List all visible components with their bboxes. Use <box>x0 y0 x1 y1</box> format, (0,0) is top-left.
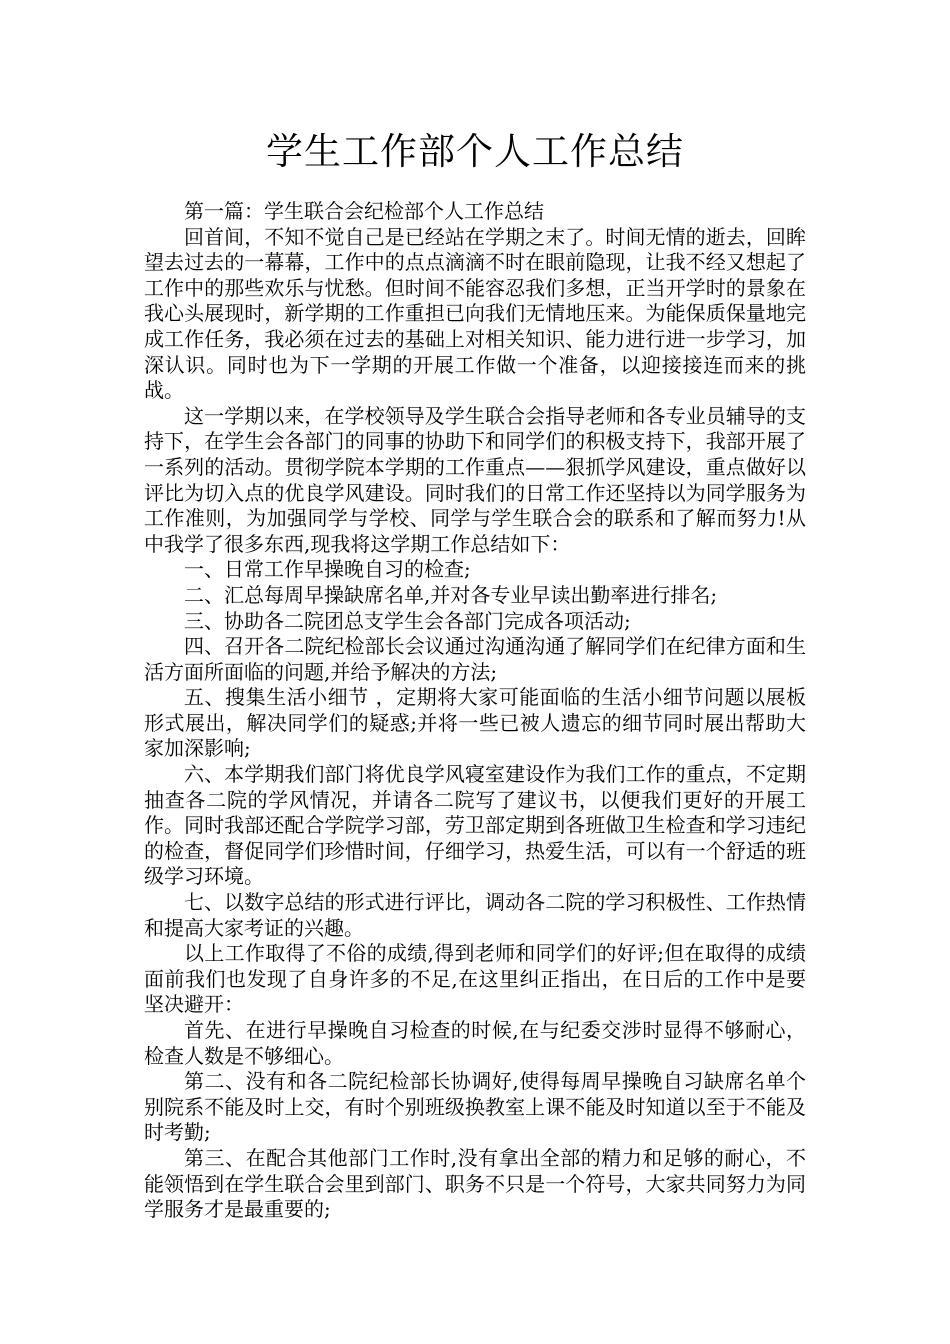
document-title: 学生工作部个人工作总结 <box>266 130 684 173</box>
paragraph: 回首间，不知不觉自己是已经站在学期之末了。时间无情的逝去，回眸望去过去的一幕幕，工作中的点点滴滴不时在眼前隐现，让我不经又想起了工作中的那些欢乐与忧愁。但时间不能容忍我们多想，正当开学时的景象在我心头展现时，新学期的工作重担已向我们无情地压来。为能保质保量地完成工作任务，我必须在过去的基础上对相关知识、能力进行进一步学习，加深认识。同时也为下一学期的开展工作做一个准备，以迎接接连而来的挑战。 <box>144 224 806 403</box>
paragraph: 这一学期以来，在学校领导及学生联合会指导老师和各专业员辅导的支持下，在学生会各部门的同事的协助下和同学们的积极支持下，我部开展了一系列的活动。贯彻学院本学期的工作重点——狠抓学风建设，重点做好以评比为切入点的优良学风建设。同时我们的日常工作还坚持以为同学服务为工作准则，为加强同学与学校、同学与学生联合会的联系和了解而努力!从中我学了很多东西,现我将这学期工作总结如下： <box>144 403 806 556</box>
list-item: 三、协助各二院团总支学生会各部门完成各项活动; <box>184 608 631 633</box>
paragraph: 首先、在进行早操晚自习检查的时候,在与纪委交涉时显得不够耐心，检查人数是不够细心。 <box>144 1018 806 1068</box>
list-item: 一、日常工作早操晚自习的检查; <box>184 557 471 582</box>
list-item: 六、本学期我们部门将优良学风寝室建设作为我们工作的重点，不定期抽查各二院的学风情况，并请各二院写了建议书，以便我们更好的开展工作。同时我部还配合学院学习部，劳卫部定期到各班做卫生检查和学习违纪的检查，督促同学们珍惜时间，仔细学习，热爱生活，可以有一个舒适的班级学习环境。 <box>144 762 806 889</box>
document-body <box>144 199 806 1223</box>
section-heading: 第一篇：学生联合会纪检部个人工作总结 <box>184 199 544 223</box>
paragraph: 第三、在配合其他部门工作时,没有拿出全部的精力和足够的耐心，不能领悟到在学生联合会里到部门、职务不只是一个符号，大家共同努力为同学服务才是最重要的; <box>144 1145 806 1222</box>
list-item: 五、搜集生活小细节 ，定期将大家可能面临的生活小细节问题以展板形式展出，解决同学们的疑惑;并将一些已被人遗忘的细节同时展出帮助大家加深影响; <box>144 685 806 761</box>
paragraph: 第二、没有和各二院纪检部长协调好,使得每周早操晚自习缺席名单个别院系不能及时上交，有时个别班级换教室上课不能及时知道以至于不能及时考勤; <box>144 1069 806 1145</box>
paragraph: 以上工作取得了不俗的成绩,得到老师和同学们的好评;但在取得的成绩面前我们也发现了自身许多的不足,在这里纠正指出，在日后的工作中是要坚决避开： <box>144 941 806 1017</box>
list-item: 二、汇总每周早操缺席名单,并对各专业早读出勤率进行排名; <box>184 582 718 607</box>
list-item: 四、召开各二院纪检部长会议通过沟通沟通了解同学们在纪律方面和生活方面所面临的问题,并给予解决的方法; <box>144 634 806 684</box>
list-item: 七、以数字总结的形式进行评比，调动各二院的学习积极性、工作热情和提高大家考证的兴趣。 <box>144 890 806 940</box>
